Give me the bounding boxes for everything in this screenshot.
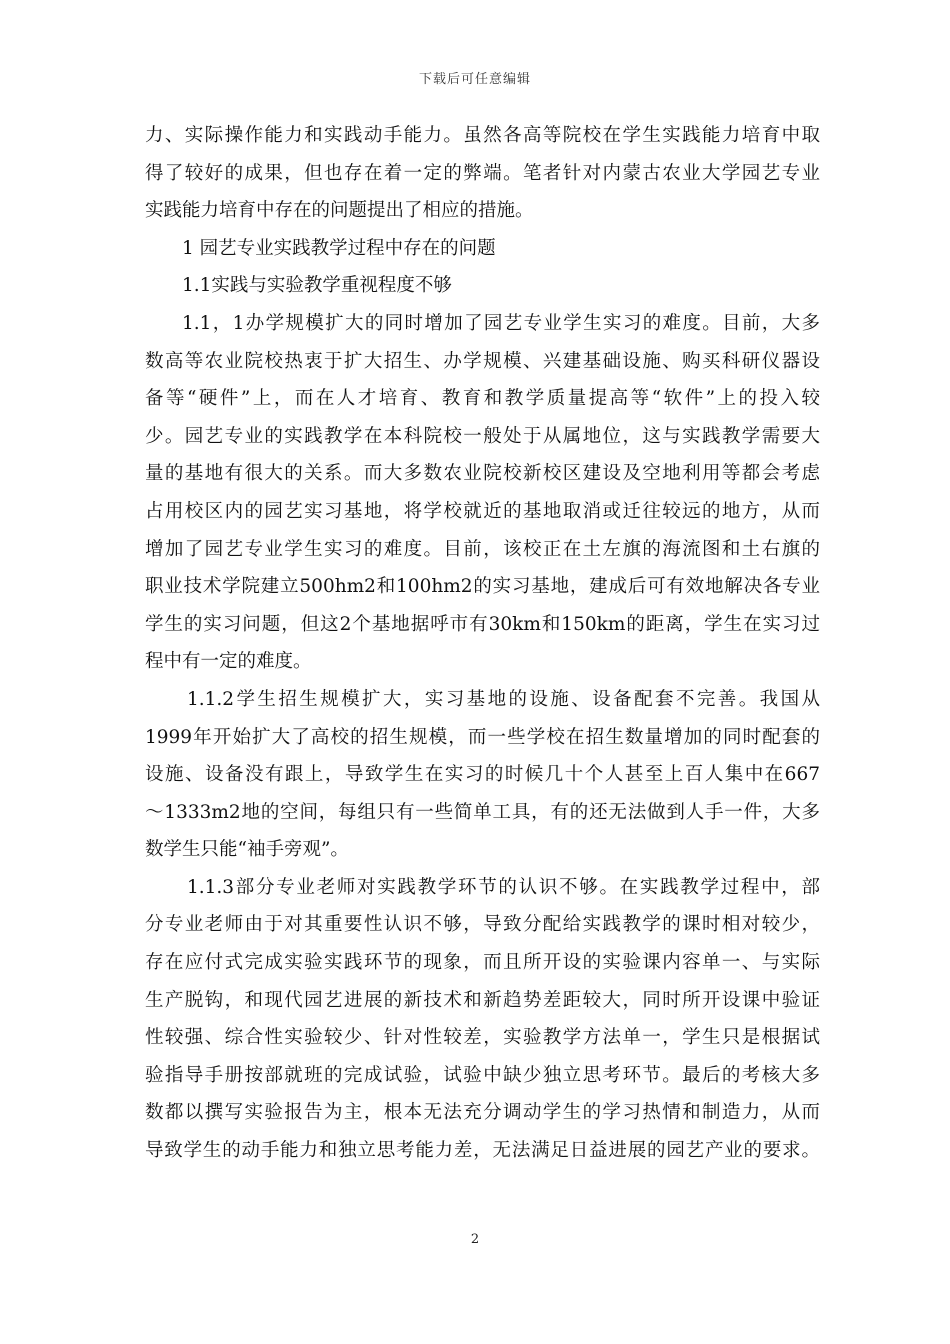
text-line: ～1333m2地的空间，每组只有一些简单工具，有的还无法做到人手一件，大多 bbox=[145, 801, 820, 823]
text-line: 职业技术学院建立500hm2和100hm2的实习基地，建成后可有效地解决各专业 bbox=[145, 576, 820, 598]
subsection-heading: 1.1实践与实验教学重视程度不够 bbox=[182, 275, 452, 297]
text-line: 占用校区内的园艺实习基地，将学校就近的基地取消或迁往较远的地方，从而 bbox=[145, 500, 820, 522]
page-header: 下载后可任意编辑 bbox=[418, 72, 531, 87]
text-line: 数高等农业院校热衷于扩大招生、办学规模、兴建基础设施、购买科研仪器设 bbox=[145, 350, 820, 372]
text-line: 数学生只能“袖手旁观”。 bbox=[145, 839, 349, 861]
text-line: 数都以撰写实验报告为主，根本无法充分调动学生的学习热情和制造力，从而 bbox=[145, 1102, 820, 1124]
text-line: 增加了园艺专业学生实习的难度。目前，该校正在土左旗的海流图和土右旗的 bbox=[145, 538, 820, 560]
text-line: 力、实际操作能力和实践动手能力。虽然各高等院校在学生实践能力培育中取 bbox=[145, 125, 820, 146]
text-line: 得了较好的成果，但也存在着一定的弊端。笔者针对内蒙古农业大学园艺专业 bbox=[145, 162, 820, 184]
text-line: 存在应付式完成实验实践环节的现象，而且所开设的实验课内容单一、与实际 bbox=[145, 952, 820, 974]
text-line: 1.1.2学生招生规模扩大，实习基地的设施、设备配套不完善。我国从 bbox=[187, 688, 820, 710]
text-line: 验指导手册按部就班的完成试验，试验中缺少独立思考环节。最后的考核大多 bbox=[145, 1064, 820, 1086]
text-line: 导致学生的动手能力和独立思考能力差，无法满足日益进展的园艺产业的要求。 bbox=[145, 1140, 820, 1162]
page-number: 2 bbox=[470, 1232, 480, 1247]
text-line: 1.1.3部分专业老师对实践教学环节的认识不够。在实践教学过程中，部 bbox=[187, 876, 820, 898]
text-line: 实践能力培育中存在的问题提出了相应的措施。 bbox=[145, 200, 534, 222]
text-line: 少。园艺专业的实践教学在本科院校一般处于从属地位，这与实践教学需要大 bbox=[145, 425, 820, 447]
text-line: 生产脱钩，和现代园艺进展的新技术和新趋势差距较大，同时所开设课中验证 bbox=[145, 989, 820, 1011]
text-line: 学生的实习问题，但这2个基地据呼市有30km和150km的距离，学生在实习过 bbox=[145, 613, 820, 635]
section-heading: 1 园艺专业实践教学过程中存在的问题 bbox=[182, 237, 496, 259]
text-line: 1999年开始扩大了高校的招生规模，而一些学校在招生数量增加的同时配套的 bbox=[145, 726, 820, 748]
text-line: 分专业老师由于对其重要性认识不够，导致分配给实践教学的课时相对较少， bbox=[145, 914, 820, 936]
text-line: 程中有一定的难度。 bbox=[145, 651, 312, 673]
text-line: 备等“硬件”上，而在人才培育、教育和教学质量提高等“软件”上的投入较 bbox=[145, 388, 820, 410]
text-line: 1.1，1办学规模扩大的同时增加了园艺专业学生实习的难度。目前，大多 bbox=[182, 312, 820, 334]
text-line: 性较强、综合性实验较少、针对性较差，实验教学方法单一，学生只是根据试 bbox=[145, 1027, 820, 1049]
text-line: 设施、设备没有跟上，导致学生在实习的时候几十个人甚至上百人集中在667 bbox=[145, 764, 820, 786]
text-line: 量的基地有很大的关系。而大多数农业院校新校区建设及空地利用等都会考虑 bbox=[145, 463, 820, 485]
document-body bbox=[145, 117, 820, 1170]
